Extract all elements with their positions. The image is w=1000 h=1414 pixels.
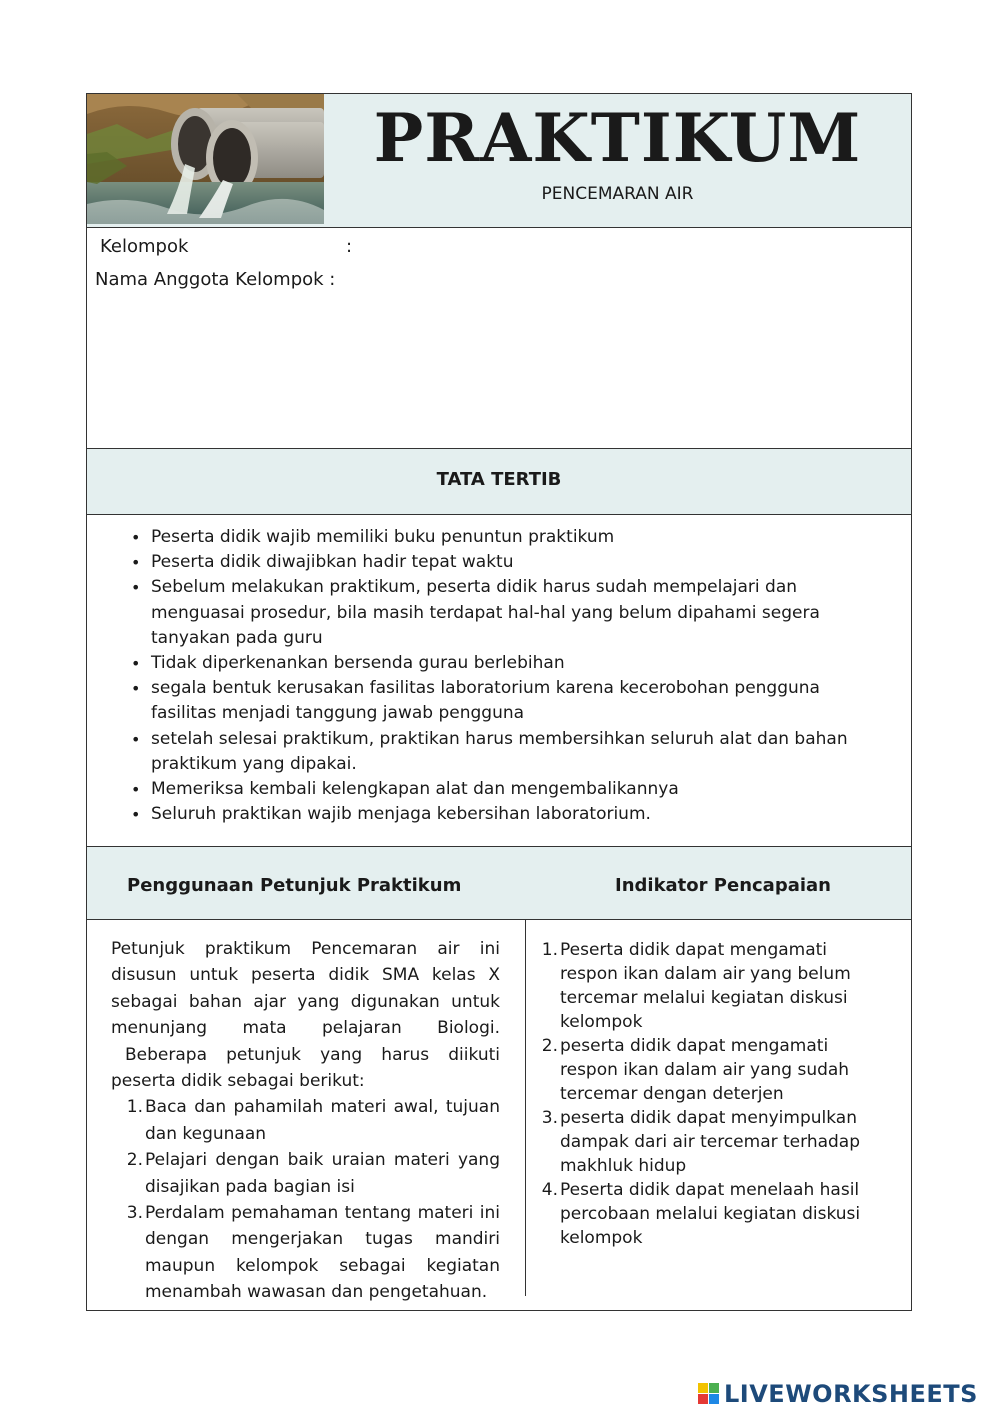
indikator-heading: Indikator Pencapaian bbox=[615, 875, 831, 896]
indikator-text-line: Peserta didik dapat menelaah hasil bbox=[560, 1180, 860, 1200]
rule-item bbox=[151, 676, 911, 726]
rule-text-line: fasilitas menjadi tanggung jawab pengguna bbox=[151, 703, 525, 724]
indikator-text-line: percobaan melalui kegiatan diskusi bbox=[560, 1204, 861, 1224]
rule-text-line: • Tidak diperkenankan bersenda gurau berlebihan bbox=[151, 653, 565, 674]
tata-tertib-rules bbox=[87, 515, 911, 847]
rule-text-line: • Peserta didik wajib memiliki buku penuntun praktikum bbox=[151, 527, 615, 547]
indikator-text-line: kelompok bbox=[560, 1228, 643, 1248]
rule-text-line: • Sebelum melakukan praktikum, peserta didik harus sudah mempelajari dan bbox=[151, 577, 798, 598]
drainage-pipes-photo bbox=[87, 94, 324, 224]
rule-item bbox=[151, 651, 911, 676]
step-text-line: Baca dan pahamilah materi awal, tujuan bbox=[145, 1097, 500, 1118]
indikator-item bbox=[535, 1106, 875, 1178]
indikator-item bbox=[535, 1178, 875, 1250]
petunjuk-intro-line: sebagai bahan ajar yang digunakan untuk bbox=[111, 991, 500, 1012]
indikator-number: 3. bbox=[541, 1108, 558, 1128]
title-block bbox=[324, 94, 911, 227]
indikator-list bbox=[535, 938, 875, 1250]
petunjuk-heading: Penggunaan Petunjuk Praktikum bbox=[127, 875, 462, 896]
petunjuk-intro-line: menunjang mata pelajaran Biologi. bbox=[111, 1018, 500, 1039]
indikator-column bbox=[535, 938, 875, 1250]
rule-text-line: • Seluruh praktikan wajib menjaga kebersihan laboratorium. bbox=[151, 804, 651, 825]
rule-text-line: • Peserta didik diwajibkan hadir tepat waktu bbox=[151, 552, 514, 573]
indikator-item bbox=[535, 938, 875, 1034]
rule-item bbox=[151, 575, 911, 651]
column-divider bbox=[525, 920, 526, 1296]
rule-text-line: tanyakan pada guru bbox=[151, 627, 323, 648]
indikator-text-line: dampak dari air tercemar terhadap bbox=[560, 1132, 861, 1152]
page-subtitle: PENCEMARAN AIR bbox=[541, 184, 694, 204]
petunjuk-step bbox=[111, 1147, 500, 1200]
worksheet bbox=[86, 93, 912, 1311]
liveworksheets-logo-icon bbox=[698, 1383, 720, 1405]
step-text-line: dengan mengerjakan tugas mandiri bbox=[145, 1229, 500, 1250]
indikator-text-line: respon ikan dalam air yang sudah bbox=[560, 1060, 850, 1080]
page-title: PRAKTIKUM bbox=[373, 99, 862, 177]
indikator-text-line: peserta didik dapat mengamati bbox=[560, 1036, 829, 1056]
step-text-line: disajikan pada bagian isi bbox=[145, 1176, 355, 1197]
indikator-text-line: tercemar melalui kegiatan diskusi bbox=[560, 988, 848, 1008]
indikator-text-line: respon ikan dalam air yang belum bbox=[560, 964, 851, 984]
indikator-text-line: tercemar dengan deterjen bbox=[560, 1084, 784, 1104]
petunjuk-intro-line: disusun untuk peserta didik SMA kelas X bbox=[111, 965, 500, 986]
step-text-line: Perdalam pemahaman tentang materi ini bbox=[145, 1203, 500, 1224]
kelompok-colon: : bbox=[346, 236, 353, 257]
liveworksheets-logo[interactable] bbox=[698, 1380, 978, 1408]
step-text-line: Pelajari dengan baik uraian materi yang bbox=[145, 1150, 500, 1171]
petunjuk-step bbox=[111, 1200, 500, 1306]
anggota-label: Nama Anggota Kelompok : bbox=[95, 269, 336, 290]
rule-item bbox=[151, 550, 911, 575]
indikator-number: 1. bbox=[541, 940, 558, 960]
two-column-body bbox=[87, 920, 911, 1312]
tata-tertib-heading: TATA TERTIB bbox=[87, 449, 911, 515]
rule-text-line: • segala bentuk kerusakan fasilitas laboratorium karena kecerobohan pengguna bbox=[151, 678, 820, 699]
petunjuk-intro-line: peserta didik sebagai berikut: bbox=[111, 1071, 365, 1092]
two-column-heading bbox=[87, 847, 911, 920]
indikator-text-line: peserta didik dapat menyimpulkan bbox=[560, 1108, 857, 1128]
rules-list bbox=[87, 515, 911, 827]
petunjuk-column bbox=[111, 936, 500, 1306]
liveworksheets-brand: LIVEWORKSHEETS bbox=[724, 1380, 978, 1408]
group-info-section bbox=[87, 228, 911, 449]
indikator-number: 2. bbox=[541, 1036, 558, 1056]
rule-text-line: • setelah selesai praktikum, praktikan harus membersihkan seluruh alat dan bahan bbox=[151, 728, 848, 749]
petunjuk-step bbox=[111, 1094, 500, 1147]
step-text-line: dan kegunaan bbox=[145, 1123, 267, 1144]
indikator-text-line: makhluk hidup bbox=[560, 1156, 687, 1176]
rule-item bbox=[151, 727, 911, 777]
step-text-line: maupun kelompok sebagai kegiatan bbox=[145, 1255, 500, 1276]
header bbox=[87, 94, 911, 228]
petunjuk-intro-line: Petunjuk praktikum Pencemaran air ini bbox=[111, 939, 500, 959]
rule-item bbox=[151, 802, 911, 827]
step-text-line: menambah wawasan dan pengetahuan. bbox=[145, 1282, 488, 1303]
petunjuk-intro bbox=[111, 936, 500, 1094]
petunjuk-steps bbox=[111, 1094, 500, 1305]
rule-text-line: menguasai prosedur, bila masih terdapat hal-hal yang belum dipahami segera bbox=[151, 602, 820, 623]
indikator-item bbox=[535, 1034, 875, 1106]
indikator-text-line: Peserta didik dapat mengamati bbox=[560, 940, 828, 960]
step-number: 2. bbox=[126, 1150, 143, 1171]
step-number: 1. bbox=[126, 1097, 143, 1118]
rule-text-line: • Memeriksa kembali kelengkapan alat dan mengembalikannya bbox=[151, 779, 679, 800]
kelompok-label: Kelompok bbox=[100, 236, 189, 257]
rule-text-line: praktikum yang dipakai. bbox=[151, 753, 357, 774]
indikator-text-line: kelompok bbox=[560, 1012, 643, 1032]
rule-item bbox=[151, 525, 911, 550]
indikator-number: 4. bbox=[541, 1180, 558, 1200]
step-number: 3. bbox=[126, 1203, 143, 1224]
petunjuk-intro-line: Beberapa petunjuk yang harus diikuti bbox=[125, 1044, 500, 1065]
rule-item bbox=[151, 777, 911, 802]
